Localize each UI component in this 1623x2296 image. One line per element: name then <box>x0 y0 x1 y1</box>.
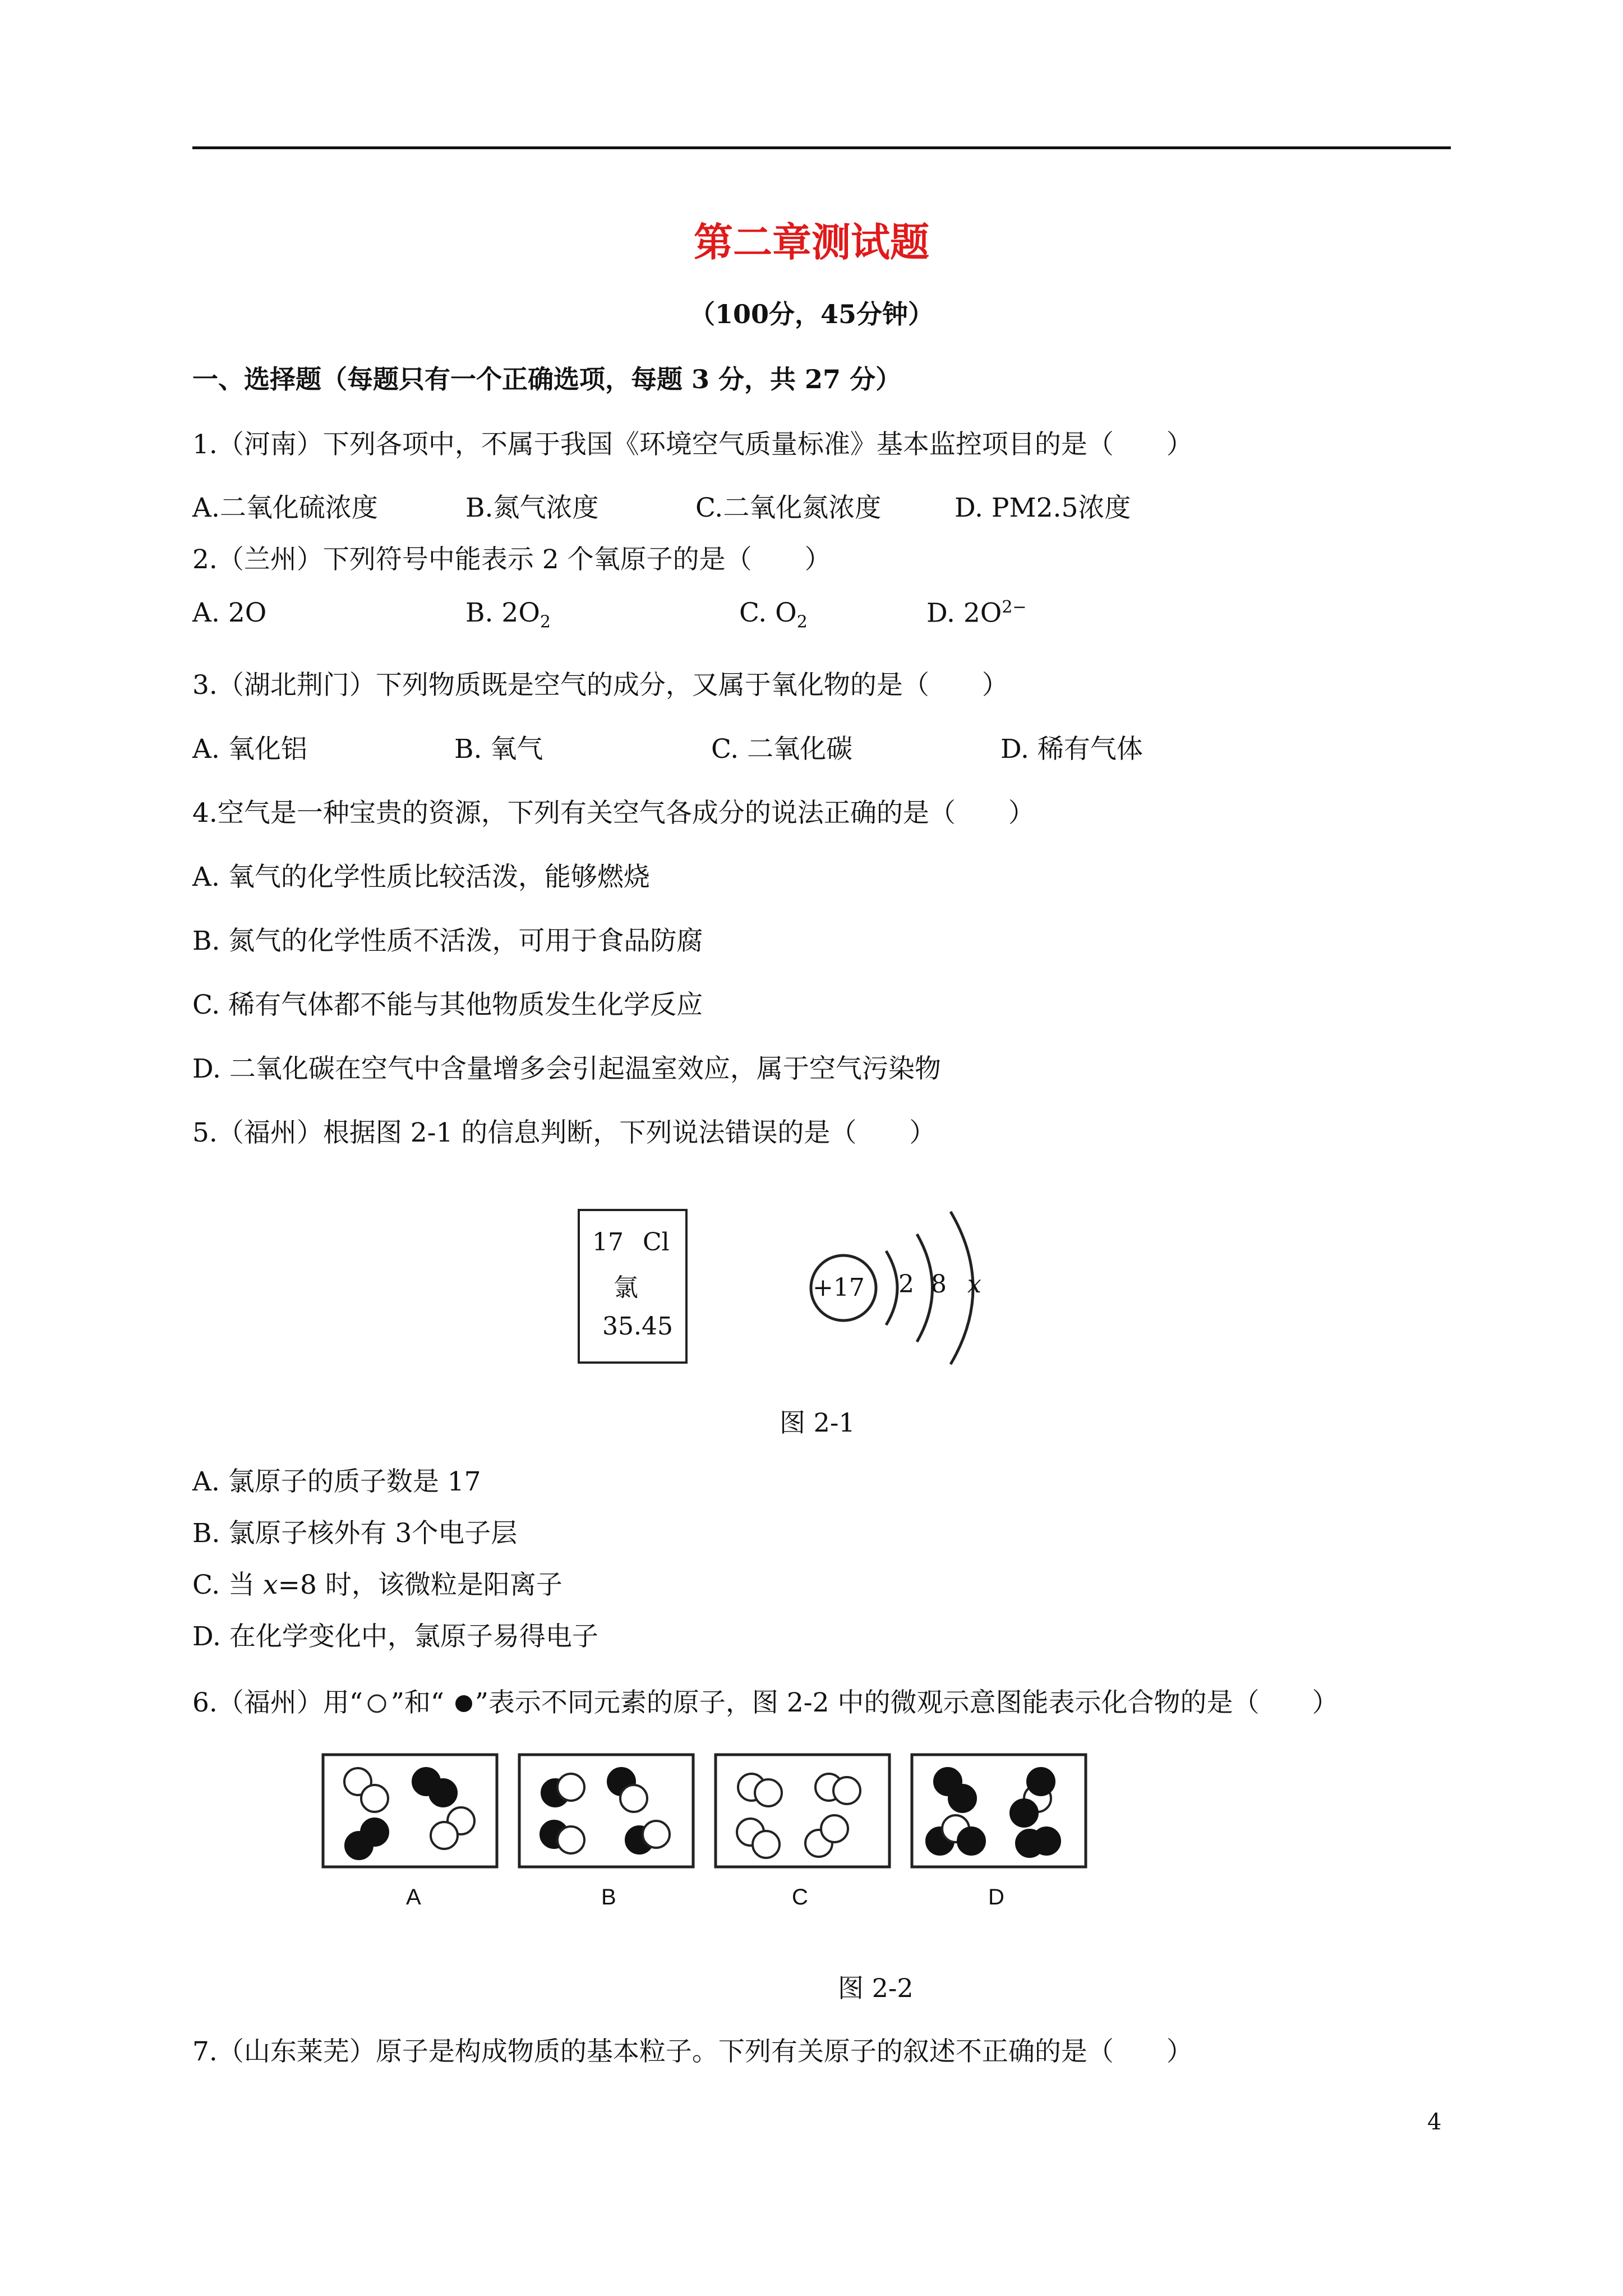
q5-option-a: A. 氯原子的质子数是 17 <box>192 1466 481 1497</box>
q5-option-d: D. 在化学变化中，氯原子易得电子 <box>192 1621 598 1652</box>
question-6-stem <box>192 1682 1338 1719</box>
q2-option-b-sub: 2 <box>540 612 551 632</box>
q3-option-c: C. 二氧化碳 <box>711 734 853 765</box>
q1-option-a: A.二氧化硫浓度 <box>192 493 378 523</box>
figure-label-a: A <box>406 1885 421 1910</box>
question-3-stem: 3.（湖北荆门）下列物质既是空气的成分，又属于氧化物的是（ ） <box>192 670 1008 701</box>
q3-option-d: D. 稀有气体 <box>1000 734 1143 765</box>
page-title: 第二章测试题 <box>694 219 929 265</box>
element-name: 氯 <box>614 1273 638 1302</box>
q2-option-b <box>465 597 551 632</box>
q6-stem-part-2: ”和“ <box>390 1687 453 1718</box>
q5-option-c-variable: x <box>263 1570 278 1600</box>
question-2-stem: 2.（兰州）下列符号中能表示 2 个氧原子的是（ ） <box>192 544 831 575</box>
q2-option-c <box>739 597 808 632</box>
shell-count-2: 8 <box>931 1270 947 1299</box>
q4-option-d: D. 二氧化碳在空气中含量增多会引起温室效应，属于空气污染物 <box>192 1053 941 1084</box>
q1-option-c: C.二氧化氮浓度 <box>695 493 882 523</box>
figure-label-c: C <box>792 1885 808 1910</box>
black-atom-icon <box>453 1692 475 1715</box>
electron-shell-2 <box>917 1234 933 1342</box>
figure-2-2-caption: 图 2-2 <box>838 1973 914 2003</box>
page-number: 4 <box>1427 2109 1442 2135</box>
q5-option-c-text-2: =8 时，该微粒是阳离子 <box>278 1570 562 1600</box>
question-4-stem: 4.空气是一种宝贵的资源，下列有关空气各成分的说法正确的是（ ） <box>192 798 1035 829</box>
q2-option-d-text: D. 2O <box>926 597 1002 629</box>
q6-stem-part-3: ”表示不同元素的原子，图 2-2 中的微观示意图能表示化合物的是（ ） <box>474 1687 1339 1718</box>
q6-stem-part-1: 6.（福州）用“ <box>192 1687 363 1718</box>
q3-option-a: A. 氧化铝 <box>192 734 307 765</box>
header-rule <box>192 146 1451 149</box>
white-atom-icon <box>363 1692 391 1715</box>
q3-option-b: B. 氧气 <box>454 734 543 765</box>
q2-option-d-sup: 2− <box>1002 597 1027 617</box>
q1-option-d: D. PM2.5浓度 <box>955 493 1131 523</box>
shell-count-1: 2 <box>898 1270 914 1299</box>
electron-shell-1 <box>886 1251 897 1325</box>
element-mass: 35.45 <box>602 1312 673 1341</box>
figure-label-b: B <box>601 1885 616 1910</box>
q2-option-c-text: C. O <box>739 597 797 628</box>
page-subtitle: （100分，45分钟） <box>689 299 934 329</box>
figure-label-d: D <box>988 1885 1004 1910</box>
q4-option-a: A. 氧气的化学性质比较活泼，能够燃烧 <box>192 862 650 892</box>
micro-diagram <box>314 1750 1099 1890</box>
element-number: 17 <box>592 1228 624 1257</box>
q2-option-b-text: B. 2O <box>465 597 540 628</box>
question-7-stem: 7.（山东莱芜）原子是构成物质的基本粒子。下列有关原子的叙述不正确的是（ ） <box>192 2036 1193 2067</box>
q5-option-c-text-1: C. 当 <box>192 1570 264 1600</box>
q2-option-d <box>926 597 1027 629</box>
nucleus-charge: +17 <box>813 1273 865 1302</box>
shell-count-3: x <box>967 1270 981 1299</box>
q4-option-c: C. 稀有气体都不能与其他物质发生化学反应 <box>192 990 703 1020</box>
q2-option-a: A. 2O <box>192 597 267 628</box>
box-b <box>519 1755 693 1867</box>
question-5-stem: 5.（福州）根据图 2-1 的信息判断，下列说法错误的是（ ） <box>192 1117 936 1148</box>
q5-option-b: B. 氯原子核外有 3个电子层 <box>192 1518 518 1549</box>
q5-option-c <box>192 1564 562 1602</box>
box-c <box>716 1755 889 1867</box>
q4-option-b: B. 氮气的化学性质不活泼，可用于食品防腐 <box>192 926 703 956</box>
section-heading: 一、选择题（每题只有一个正确选项，每题 3 分，共 27 分） <box>192 364 902 394</box>
question-1-stem: 1.（河南）下列各项中，不属于我国《环境空气质量标准》基本监控项目的是（ ） <box>192 429 1193 460</box>
element-symbol: Cl <box>643 1228 670 1257</box>
element-card <box>578 1209 688 1364</box>
q1-option-b: B.氮气浓度 <box>465 493 599 523</box>
q2-option-c-sub: 2 <box>796 612 808 632</box>
figure-2-1-caption: 图 2-1 <box>780 1407 855 1438</box>
